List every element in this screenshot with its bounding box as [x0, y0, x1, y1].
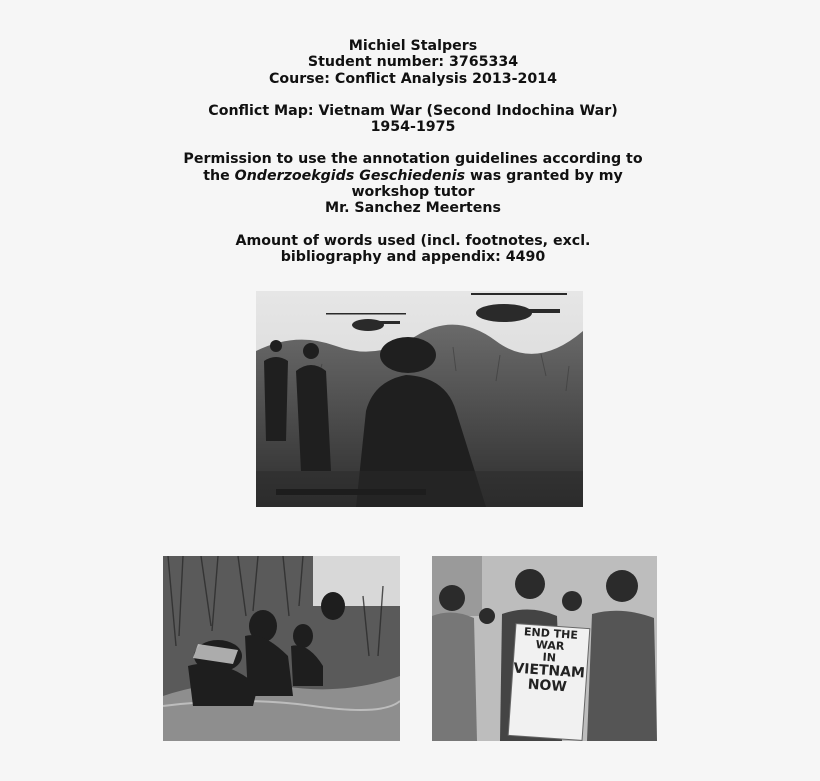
- protest-sign: [512, 626, 586, 697]
- villagers-river-photo: [163, 556, 400, 741]
- protest-sign-line-1: END THE: [523, 625, 579, 642]
- word-count-line-2: bibliography and appendix: 4490: [280, 248, 546, 265]
- protest-sign-line-2: WAR: [535, 638, 565, 654]
- soldiers-helicopters-photo: [256, 291, 583, 507]
- permission-line-2: [0, 168, 820, 184]
- anti-war-protest-photo: [432, 556, 657, 741]
- permission-granted: was granted by my: [465, 167, 623, 184]
- title-block: [0, 38, 820, 265]
- permission-source-italic: Onderzoekgids Geschiedenis: [234, 167, 466, 184]
- protest-sign-line-3: IN: [542, 650, 557, 665]
- student-number: Student number: 3765334: [307, 54, 519, 71]
- course-name: Course: Conflict Analysis 2013-2014: [268, 70, 558, 87]
- conflict-map-title: Conflict Map: Vietnam War (Second Indochina War): [208, 102, 618, 119]
- word-count-line-1: Amount of words used (incl. footnotes, excl.: [235, 232, 591, 249]
- permission-the: the: [203, 167, 235, 184]
- permission-line-4: Mr. Sanchez Meertens: [325, 200, 501, 217]
- author-name: Michiel Stalpers: [348, 38, 478, 54]
- conflict-years: 1954-1975: [370, 119, 456, 136]
- permission-line-3: workshop tutor: [351, 184, 475, 201]
- protest-sign-line-4: VIETNAM: [512, 660, 586, 682]
- permission-line-1: Permission to use the annotation guidelines according to: [183, 151, 643, 168]
- protest-sign-line-5: NOW: [527, 676, 568, 696]
